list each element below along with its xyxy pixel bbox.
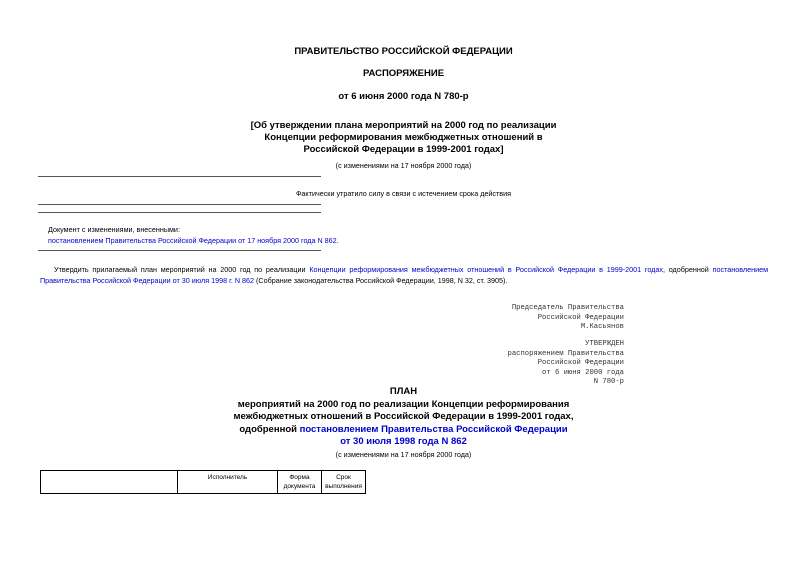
signature-line-3: М.Касьянов <box>580 323 624 332</box>
approval-line-4: от 6 июня 2000 года <box>542 368 624 377</box>
approval-line-1: УТВЕРЖДЕН <box>585 340 624 348</box>
plan-title <box>0 386 807 449</box>
plan-resolution-link[interactable]: постановлением Правительства Российской Федерации <box>299 423 568 435</box>
divider <box>38 212 321 213</box>
plan-resolution-date-link[interactable]: от 30 июля 1998 года N 862 <box>340 436 467 447</box>
table-header-row <box>41 471 366 494</box>
resolution-link[interactable]: постановлением Правительства Российской Федерации от 30 июля 1998 г. N 862 <box>40 265 769 285</box>
signature-block <box>420 304 624 333</box>
plan-table <box>40 470 366 494</box>
body-paragraph <box>40 264 768 286</box>
table-header-deadline: Срок выполнения <box>322 471 366 494</box>
approval-line-3: Российской Федерации <box>537 359 624 368</box>
document-title <box>0 120 807 156</box>
table-header-cell <box>41 471 178 494</box>
body-text-3: (Собрание законодательства Российской Федерации, 1998, N 32, ст. 3905). <box>254 276 508 285</box>
body-text-2: , одобренной <box>662 265 709 274</box>
plan-line-1: мероприятий на 2000 год по реализации Концепции реформирования <box>237 398 570 410</box>
concept-link[interactable]: Концепции реформирования межбюджетных отношений в Российской Федерации в 1999-2001 годах <box>309 265 663 274</box>
amendments-note: (с изменениями на 17 ноября 2000 года) <box>335 161 472 170</box>
changes-intro: Документ с изменениями, внесенными: <box>48 225 180 234</box>
title-line-1: [Об утверждении плана мероприятий на 2000 год по реализации <box>250 120 557 131</box>
changes-link-row <box>48 235 339 246</box>
plan-line-3 <box>0 424 807 437</box>
government-name: ПРАВИТЕЛЬСТВО РОССИЙСКОЙ ФЕДЕРАЦИИ <box>294 46 513 57</box>
amendment-decree-link[interactable]: постановлением Правительства Российской Федерации от 17 ноября 2000 года N 862 <box>48 236 337 245</box>
signature-line-1: Председатель Правительства <box>511 304 624 312</box>
approval-line-5: N 780-р <box>593 378 624 387</box>
title-line-2: Концепции реформирования межбюджетных отношений в <box>264 132 543 143</box>
plan-line-2: межбюджетных отношений в Российской Федерации в 1999-2001 годах, <box>233 411 574 422</box>
document-type: РАСПОРЯЖЕНИЕ <box>362 68 445 79</box>
plan-amendments-note: (с изменениями на 17 ноября 2000 года) <box>335 450 472 459</box>
table-header-executor: Исполнитель <box>178 471 278 494</box>
plan-line-3-prefix: одобренной <box>239 423 300 435</box>
table-header-doc-form: Форма документа <box>278 471 322 494</box>
status-note: Фактически утратило силу в связи с истечением срока действия <box>295 189 512 198</box>
divider <box>38 176 321 177</box>
changes-suffix: . <box>336 236 339 245</box>
document-date-number: от 6 июня 2000 года N 780-р <box>338 91 469 102</box>
body-text-1: Утвердить прилагаемый план мероприятий на 2000 год по реализации <box>54 265 306 274</box>
plan-line-4 <box>0 436 807 449</box>
approval-line-2: распоряжением Правительства <box>507 349 624 358</box>
approval-stamp <box>420 340 624 388</box>
divider <box>38 250 321 251</box>
divider <box>38 204 321 205</box>
signature-line-2: Российской Федерации <box>537 313 624 322</box>
title-line-3: Российской Федерации в 1999-2001 годах] <box>303 144 504 155</box>
changes-box <box>48 224 339 246</box>
plan-heading: ПЛАН <box>389 386 418 397</box>
